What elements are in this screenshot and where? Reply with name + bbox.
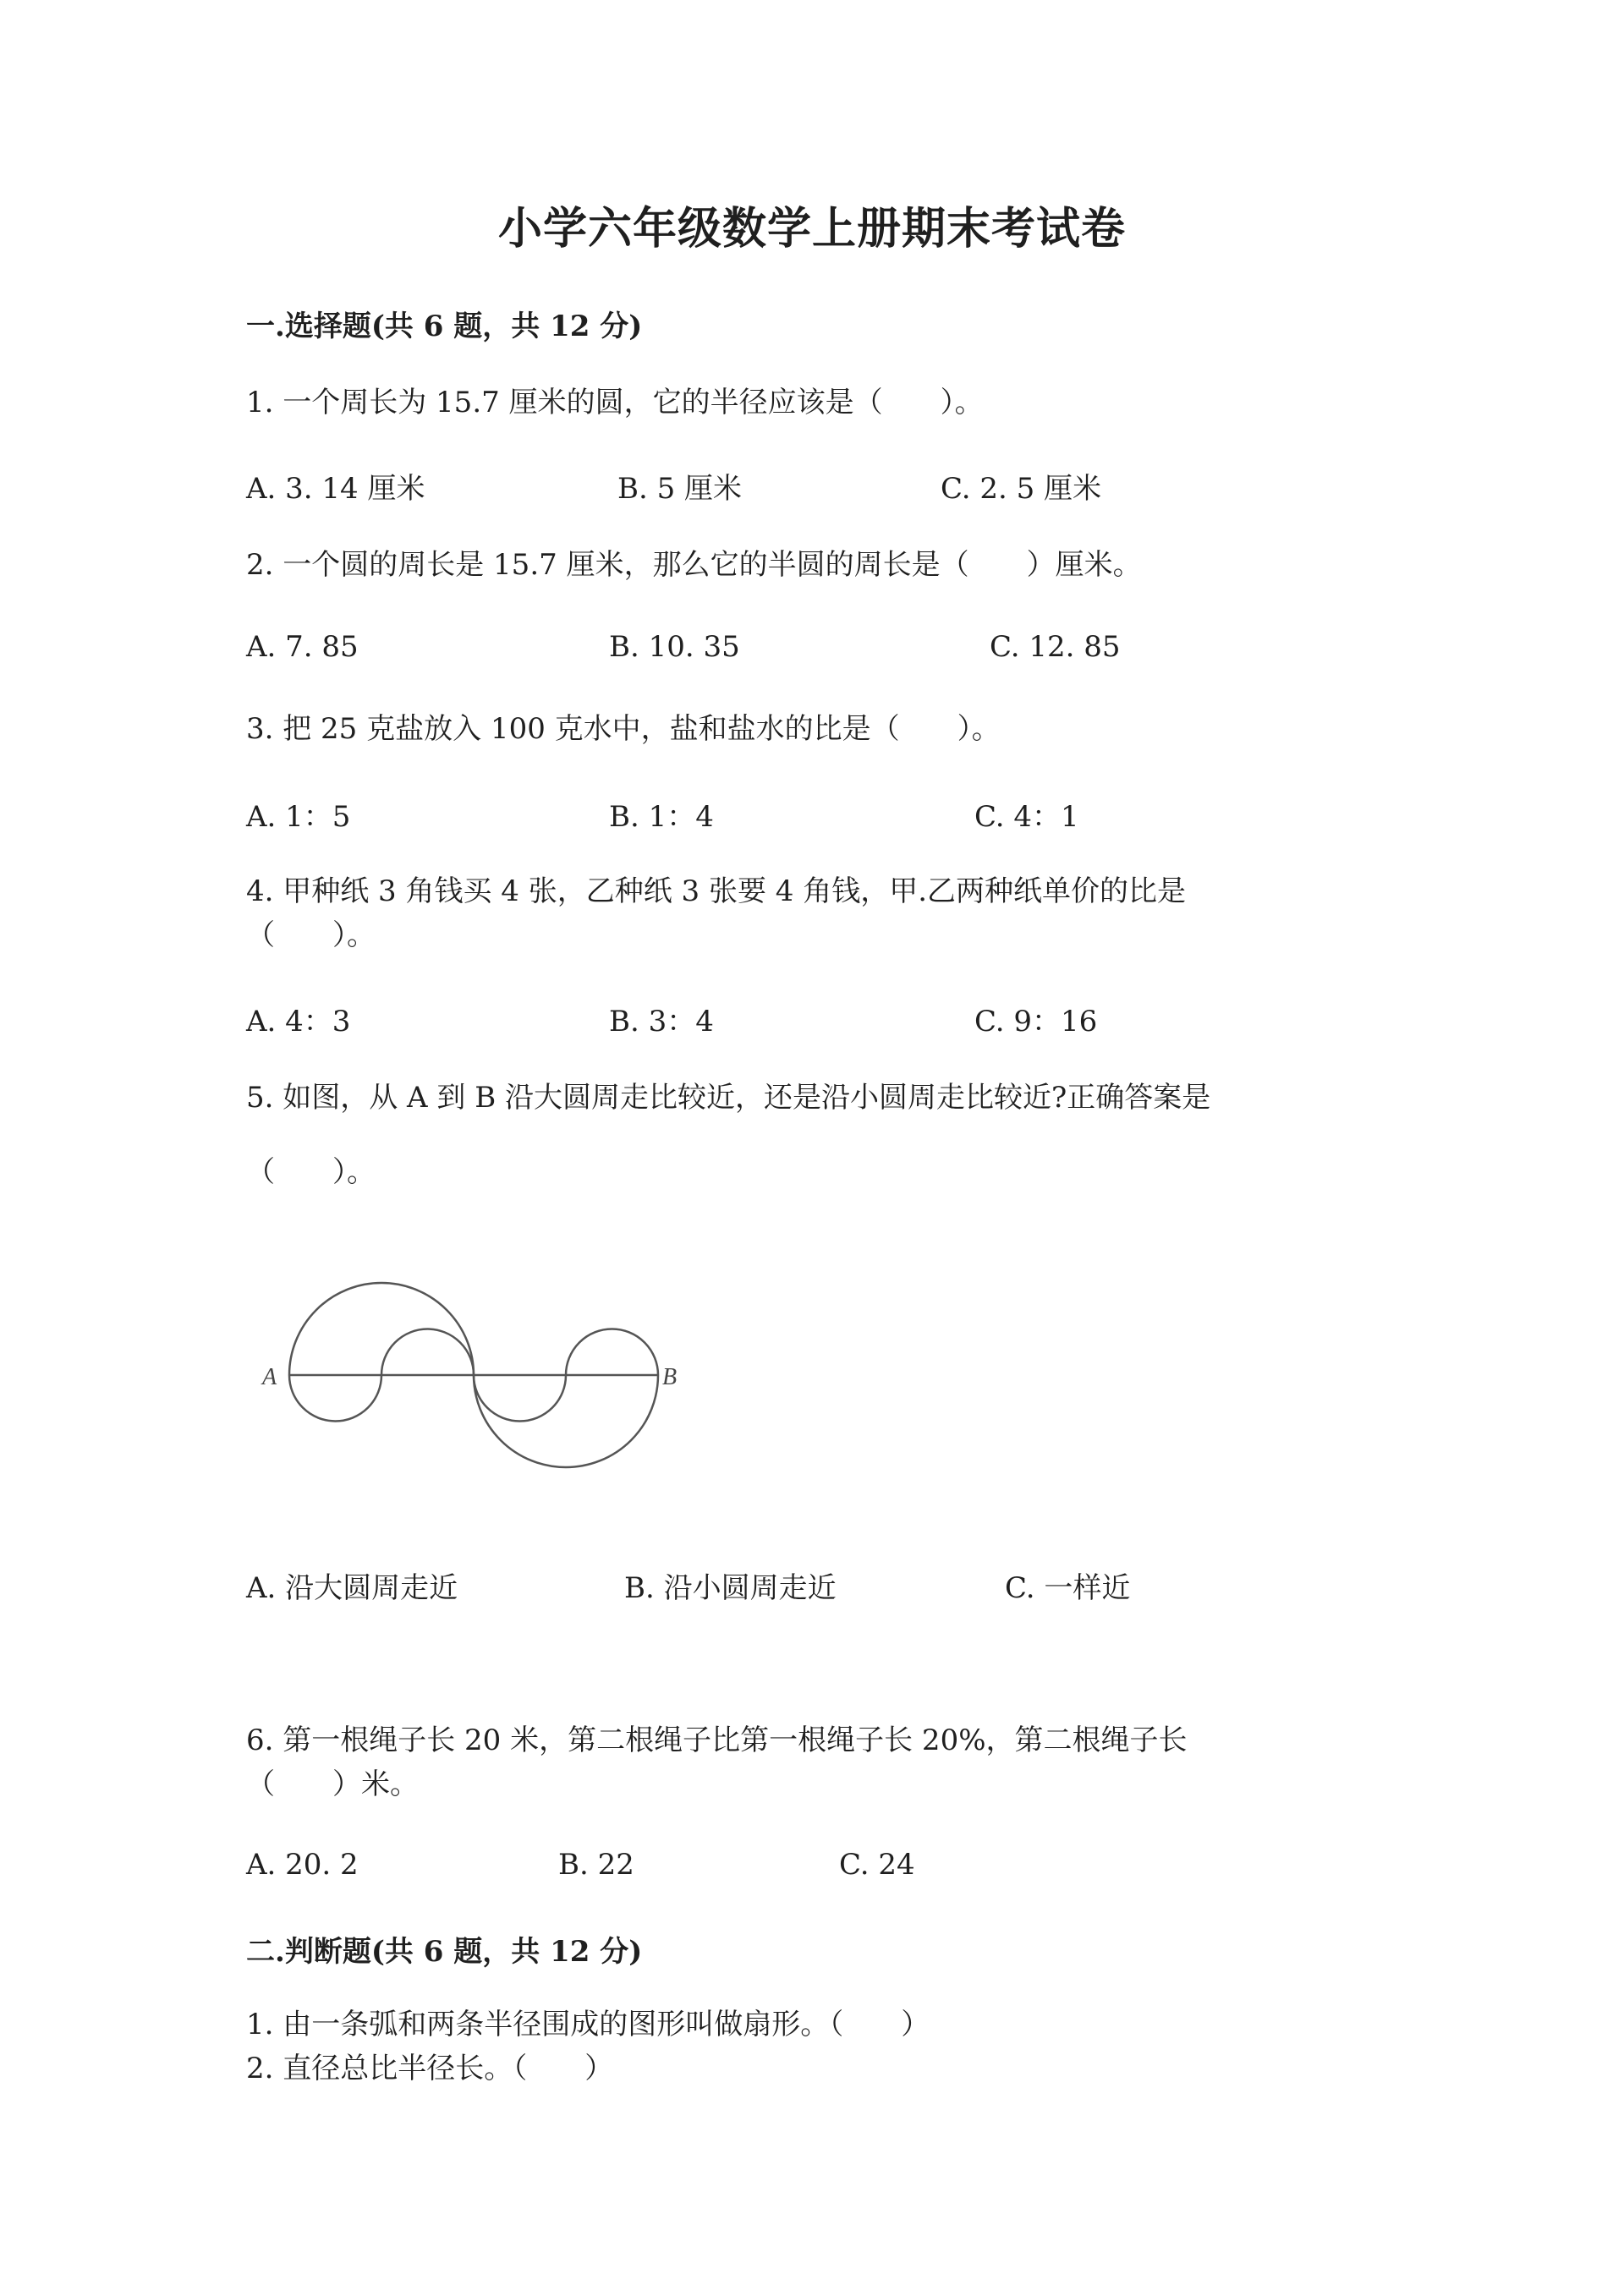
question-3: 3. 把 25 克盐放入 100 克水中，盐和盐水的比是（ ）。 [246, 712, 1001, 746]
small-arc-4 [566, 1329, 658, 1376]
arc-path-figure [254, 1252, 694, 1471]
q1-option-a: A. 3. 14 厘米 [246, 472, 425, 506]
section-heading-judgement: 二.判断题(共 6 题，共 12 分) [246, 1935, 643, 1969]
small-arc-1 [289, 1375, 381, 1421]
q4-option-c: C. 9：16 [974, 1005, 1098, 1038]
question-2: 2. 一个圆的周长是 15.7 厘米，那么它的半圆的周长是（ ）厘米。 [246, 548, 1142, 582]
point-a-label: A [262, 1364, 277, 1390]
small-arc-3 [474, 1375, 566, 1422]
question-6-line-2: （ ）米。 [246, 1767, 419, 1801]
q2-option-c: C. 12. 85 [990, 630, 1121, 664]
small-arc-2 [381, 1329, 474, 1375]
q4-option-b: B. 3：4 [609, 1005, 714, 1038]
question-5-line-1: 5. 如图，从 A 到 B 沿大圆周走比较近，还是沿小圆周走比较近?正确答案是 [246, 1081, 1211, 1115]
q2-option-a: A. 7. 85 [246, 630, 359, 664]
question-6-line-1: 6. 第一根绳子长 20 米，第二根绳子比第一根绳子长 20%，第二根绳子长 [246, 1723, 1188, 1757]
q6-option-b: B. 22 [558, 1848, 634, 1882]
judgement-question-1: 1. 由一条弧和两条半径围成的图形叫做扇形。（ ） [246, 2008, 930, 2041]
q5-option-b: B. 沿小圆周走近 [624, 1571, 837, 1605]
q3-option-a: A. 1：5 [246, 800, 351, 834]
q3-option-b: B. 1：4 [609, 800, 714, 834]
section-heading-choice: 一.选择题(共 6 题，共 12 分) [246, 310, 643, 343]
question-1: 1. 一个周长为 15.7 厘米的圆，它的半径应该是（ ）。 [246, 386, 984, 419]
large-arc-upper [289, 1283, 474, 1375]
q5-option-a: A. 沿大圆周走近 [246, 1571, 458, 1605]
q1-option-c: C. 2. 5 厘米 [941, 472, 1102, 506]
question-5-line-2: （ ）。 [246, 1155, 376, 1189]
q6-option-c: C. 24 [839, 1848, 915, 1882]
point-b-label: B [662, 1364, 678, 1390]
question-4-line-1: 4. 甲种纸 3 角钱买 4 张，乙种纸 3 张要 4 角钱，甲.乙两种纸单价的比是 [246, 874, 1187, 908]
q1-option-b: B. 5 厘米 [617, 472, 743, 506]
q3-option-c: C. 4：1 [974, 800, 1079, 834]
question-4-line-2: （ ）。 [246, 918, 376, 952]
judgement-question-2: 2. 直径总比半径长。（ ） [246, 2052, 614, 2085]
page-title: 小学六年级数学上册期末考试卷 [497, 203, 1126, 255]
q2-option-b: B. 10. 35 [609, 630, 740, 664]
q5-option-c: C. 一样近 [1005, 1571, 1131, 1605]
q6-option-a: A. 20. 2 [246, 1848, 359, 1882]
q4-option-a: A. 4：3 [246, 1005, 351, 1038]
large-arc-lower [474, 1375, 658, 1467]
